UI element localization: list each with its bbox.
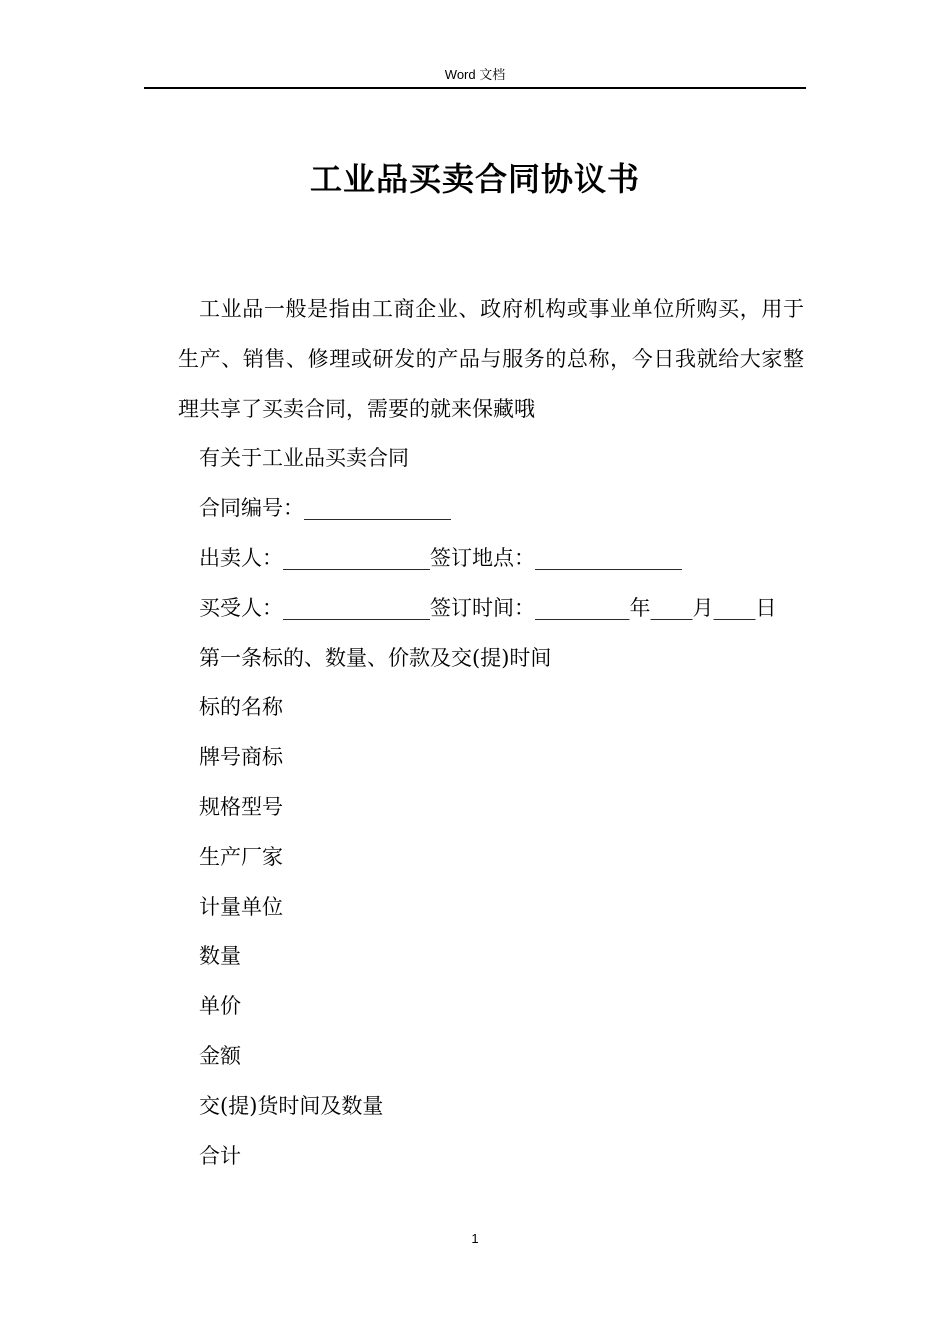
list-item: 数量 <box>199 944 241 969</box>
seller-line: 出卖人：______________签订地点：______________ <box>199 545 682 570</box>
list-item: 生产厂家 <box>199 844 283 869</box>
document-body <box>178 285 804 1181</box>
page-header-label: Word 文档 <box>444 67 506 82</box>
list-item: 单价 <box>199 994 241 1019</box>
page-number: 1 <box>471 1231 479 1246</box>
list-item: 计量单位 <box>199 894 283 919</box>
list-item: 牌号商标 <box>199 745 283 770</box>
intro-paragraph: 工业品一般是指由工商企业、政府机构或事业单位所购买，用于生产、销售、修理或研发的产品与服务的总称，今日我就给大家整理共享了买卖合同，需要的就来保藏哦 <box>178 297 804 421</box>
document-title: 工业品买卖合同协议书 <box>309 160 640 198</box>
list-item: 交(提)货时间及数量 <box>199 1093 384 1118</box>
list-item: 金额 <box>199 1043 241 1068</box>
buyer-line: 买受人：______________签订时间：_________年____月____日 <box>199 595 777 620</box>
list-item: 标的名称 <box>199 695 283 720</box>
list-item: 合计 <box>199 1143 241 1168</box>
list-item: 规格型号 <box>199 794 283 819</box>
contract-number-line: 合同编号：______________ <box>199 496 451 521</box>
article-one-heading: 第一条标的、数量、价款及交(提)时间 <box>199 645 552 670</box>
section-heading: 有关于工业品买卖合同 <box>199 446 409 471</box>
header-divider <box>144 87 806 89</box>
